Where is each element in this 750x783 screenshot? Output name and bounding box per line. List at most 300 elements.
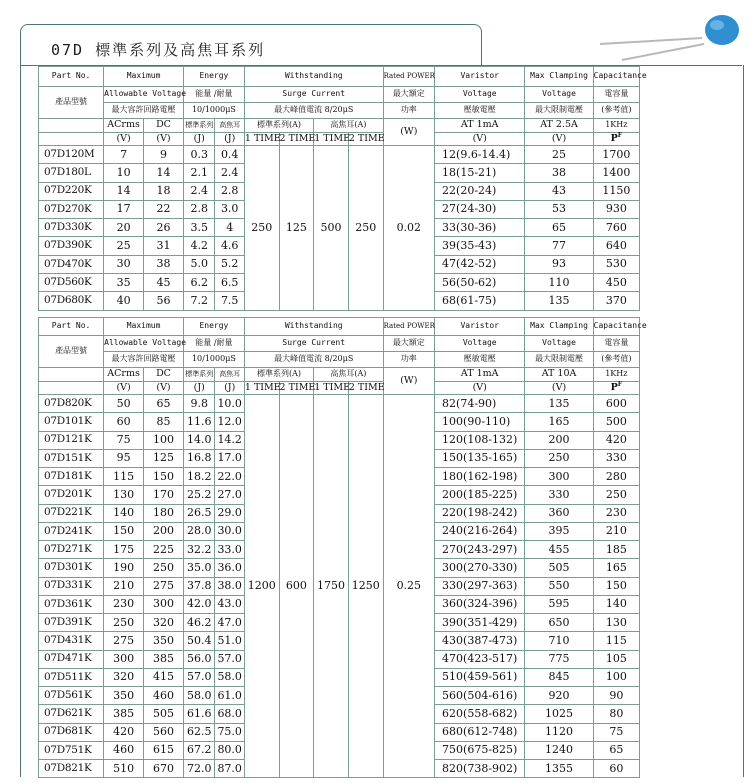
varistor-voltage-cell: 360(324-396) [435, 595, 525, 613]
part-number-cell: 07D681K [39, 723, 104, 741]
part-number-cell: 07D751K [39, 741, 104, 759]
energy-std-cell: 42.0 [183, 595, 215, 613]
unit-j: (J) [183, 133, 215, 146]
varistor-voltage-cell: 56(50-62) [435, 274, 525, 292]
blank-cell [39, 368, 104, 382]
part-no-header: Part No. [39, 67, 104, 87]
surge-std-2time-cell: 125 [279, 146, 314, 311]
energy-high-joule-cell: 57.0 [215, 650, 244, 668]
dc-cell: 560 [144, 723, 184, 741]
energy-std-cell: 6.2 [183, 274, 215, 292]
capacitance-cell: 210 [593, 522, 639, 540]
one-time-header: 1 TIME [314, 132, 351, 144]
clamping-voltage-cell: 775 [525, 650, 593, 668]
energy-cn-header: 能量 /耐量 [183, 336, 244, 352]
acrms-cell: 175 [104, 541, 144, 559]
dc-cell: 415 [144, 668, 184, 686]
acrms-cell: 7 [104, 146, 144, 164]
clamping-voltage-cell: 25 [525, 146, 593, 164]
part-no-cn-header: 產品型號 [39, 87, 104, 119]
capacitance-cell: 530 [593, 255, 639, 273]
varistor-voltage-cell: 18(15-21) [435, 164, 525, 182]
clamping-voltage-cell: 1025 [525, 705, 593, 723]
acrms-cell: 300 [104, 650, 144, 668]
surge-current-cn-header: 最大峰值電流 8/20μS [244, 103, 383, 119]
rated-power-cn2-header: 功率 [383, 352, 434, 368]
part-number-cell: 07D151K [39, 449, 104, 467]
capacitance-cell: 330 [593, 449, 639, 467]
capacitance-cell: 185 [593, 541, 639, 559]
varistor-voltage-cell: 100(90-110) [435, 413, 525, 431]
part-number-cell: 07D101K [39, 413, 104, 431]
unit-v: (V) [104, 382, 144, 395]
rated-power-cn2-header: 功率 [383, 103, 434, 119]
part-number-cell: 07D820K [39, 395, 104, 413]
capacitance-cell: 165 [593, 559, 639, 577]
capacitance-cell: 640 [593, 237, 639, 255]
energy-high-joule-cell: 2.4 [215, 164, 244, 182]
energy-high-joule-cell: 80.0 [215, 741, 244, 759]
surge-hj-2time-cell: 1250 [348, 395, 383, 778]
capacitance-cell: 280 [593, 468, 639, 486]
varistor-voltage-cell: 22(20-24) [435, 182, 525, 200]
dc-cell: 38 [144, 255, 184, 273]
table-body [39, 146, 640, 311]
withstanding-header: Withstanding [244, 67, 383, 87]
unit-w: (W) [383, 368, 434, 395]
high-joule-header: 高焦耳 [215, 119, 244, 133]
table-row [39, 395, 640, 413]
varistor-voltage-cell: 47(42-52) [435, 255, 525, 273]
clamping-voltage-cell: 845 [525, 668, 593, 686]
clamping-voltage-cell: 135 [525, 292, 593, 310]
energy-high-joule-cell: 4 [215, 219, 244, 237]
high-joule-header: 高焦耳 [215, 368, 244, 382]
part-number-cell: 07D391K [39, 614, 104, 632]
rated-power-header: Rated POWER [383, 67, 434, 87]
two-time-header: 2 TIME [348, 132, 385, 144]
clamping-voltage-cell: 360 [525, 504, 593, 522]
energy-high-joule-cell: 4.6 [215, 237, 244, 255]
capacitance-cn2-header: (參考值) [593, 352, 639, 368]
clamping-voltage-cell: 65 [525, 219, 593, 237]
varistor-voltage-cell: 33(30-36) [435, 219, 525, 237]
energy-high-joule-cell: 36.0 [215, 559, 244, 577]
dc-cell: 300 [144, 595, 184, 613]
unit-v: (V) [435, 382, 525, 395]
capacitance-cell: 760 [593, 219, 639, 237]
capacitance-cell: 75 [593, 723, 639, 741]
capacitance-cell: 500 [593, 413, 639, 431]
page-header [20, 8, 742, 60]
energy-high-joule-cell: 33.0 [215, 541, 244, 559]
energy-std-cell: 2.1 [183, 164, 215, 182]
varistor-voltage-cell: 12(9.6-14.4) [435, 146, 525, 164]
unit-v: (V) [144, 133, 184, 146]
part-no-header: Part No. [39, 318, 104, 336]
dc-cell: 100 [144, 431, 184, 449]
surge-hj-1time-cell: 1750 [314, 395, 349, 778]
capacitance-cell: 1400 [593, 164, 639, 182]
energy-std-cell: 5.0 [183, 255, 215, 273]
energy-high-joule-cell: 30.0 [215, 522, 244, 540]
capacitance-cell: 250 [593, 486, 639, 504]
max-clamping-header: Max Clamping [525, 318, 593, 336]
energy-high-joule-cell: 51.0 [215, 632, 244, 650]
energy-high-joule-cell: 14.2 [215, 431, 244, 449]
surge-current-cn-header: 最大峰值電流 8/20μS [244, 352, 383, 368]
varistor-voltage-cell: 560(504-616) [435, 687, 525, 705]
clamping-voltage-cell: 165 [525, 413, 593, 431]
clamp-current-header: AT 10A [525, 368, 593, 382]
varistor-voltage-cell: 68(61-75) [435, 292, 525, 310]
acrms-header: ACrms [104, 368, 144, 382]
acrms-cell: 350 [104, 687, 144, 705]
clamping-voltage-cell: 200 [525, 431, 593, 449]
clamping-voltage-cell: 135 [525, 395, 593, 413]
acrms-cell: 460 [104, 741, 144, 759]
dc-cell: 275 [144, 577, 184, 595]
rated-power-cell: 0.25 [383, 395, 434, 778]
energy-std-cell: 25.2 [183, 486, 215, 504]
clamping-voltage-header: Voltage [525, 336, 593, 352]
capacitance-cell: 370 [593, 292, 639, 310]
dc-cell: 18 [144, 182, 184, 200]
dc-cell: 170 [144, 486, 184, 504]
clamping-cn-header: 最大限制電壓 [525, 103, 593, 119]
title-bar [20, 24, 482, 67]
acrms-cell: 17 [104, 200, 144, 218]
allowable-voltage-cn-header: 最大容許回路電壓 [104, 103, 184, 119]
clamp-current-header: AT 2.5A [525, 119, 593, 133]
capacitance-header: Capacitance [593, 318, 639, 336]
energy-high-joule-cell: 29.0 [215, 504, 244, 522]
at-1ma-header: AT 1mA [435, 368, 525, 382]
acrms-cell: 250 [104, 614, 144, 632]
varistor-voltage-cell: 150(135-165) [435, 449, 525, 467]
clamping-voltage-header: Voltage [525, 87, 593, 103]
acrms-cell: 25 [104, 237, 144, 255]
part-number-cell: 07D270K [39, 200, 104, 218]
part-number-cell: 07D271K [39, 541, 104, 559]
khz-header: 1KHz [593, 368, 639, 382]
allowable-voltage-header: Allowable Voltage [104, 87, 184, 103]
energy-std-cell: 0.3 [183, 146, 215, 164]
energy-std-cell: 46.2 [183, 614, 215, 632]
unit-j: (J) [215, 133, 244, 146]
part-number-cell: 07D201K [39, 486, 104, 504]
dc-cell: 615 [144, 741, 184, 759]
clamping-voltage-cell: 455 [525, 541, 593, 559]
energy-std-cell: 50.4 [183, 632, 215, 650]
acrms-cell: 385 [104, 705, 144, 723]
capacitance-cell: 60 [593, 760, 639, 778]
std-series-header: 標準系列 [183, 119, 215, 133]
clamping-voltage-cell: 505 [525, 559, 593, 577]
dc-cell: 505 [144, 705, 184, 723]
unit-v: (V) [104, 133, 144, 146]
clamping-voltage-cell: 43 [525, 182, 593, 200]
clamping-voltage-cell: 110 [525, 274, 593, 292]
unit-j: (J) [215, 382, 244, 395]
acrms-cell: 30 [104, 255, 144, 273]
energy-high-joule-cell: 3.0 [215, 200, 244, 218]
energy-std-cell: 2.8 [183, 200, 215, 218]
max-clamping-header: Max Clamping [525, 67, 593, 87]
capacitor-component-icon [592, 8, 742, 64]
rated-power-cell: 0.02 [383, 146, 434, 311]
dc-cell: 45 [144, 274, 184, 292]
unit-v: (V) [525, 133, 593, 146]
acrms-cell: 60 [104, 413, 144, 431]
dc-header: DC [144, 368, 184, 382]
acrms-cell: 10 [104, 164, 144, 182]
part-number-cell: 07D621K [39, 705, 104, 723]
part-number-cell: 07D180L [39, 164, 104, 182]
dc-cell: 22 [144, 200, 184, 218]
high-joule-a-header: 高焦耳(A) [314, 368, 383, 382]
energy-high-joule-cell: 75.0 [215, 723, 244, 741]
energy-header: Energy [183, 318, 244, 336]
unit-w: (W) [383, 119, 434, 146]
varistor-voltage-cell: 200(185-225) [435, 486, 525, 504]
surge-current-header: Surge Current [244, 87, 383, 103]
clamping-voltage-cell: 550 [525, 577, 593, 595]
at-1ma-header: AT 1mA [435, 119, 525, 133]
part-number-cell: 07D181K [39, 468, 104, 486]
surge-std-1time-cell: 250 [244, 146, 279, 311]
dc-cell: 125 [144, 449, 184, 467]
dc-header: DC [144, 119, 184, 133]
capacitance-cn-header: 電容量 [593, 87, 639, 103]
acrms-cell: 40 [104, 292, 144, 310]
dc-cell: 14 [144, 164, 184, 182]
acrms-cell: 140 [104, 504, 144, 522]
dc-cell: 200 [144, 522, 184, 540]
dc-cell: 225 [144, 541, 184, 559]
energy-std-cell: 61.6 [183, 705, 215, 723]
std-series-a-header: 標準系列(A) [244, 119, 313, 133]
energy-high-joule-cell: 12.0 [215, 413, 244, 431]
surge-std-1time-cell: 1200 [244, 395, 279, 778]
energy-high-joule-cell: 47.0 [215, 614, 244, 632]
varistor-cn-header: 壓敏電壓 [435, 352, 525, 368]
unit-j: (J) [183, 382, 215, 395]
varistor-voltage-cell: 470(423-517) [435, 650, 525, 668]
varistor-voltage-cell: 330(297-363) [435, 577, 525, 595]
energy-std-cell: 3.5 [183, 219, 215, 237]
capacitance-cell: 450 [593, 274, 639, 292]
capacitance-cell: 105 [593, 650, 639, 668]
clamping-voltage-cell: 1240 [525, 741, 593, 759]
part-number-cell: 07D511K [39, 668, 104, 686]
maximum-header: Maximum [104, 67, 184, 87]
capacitance-cell: 930 [593, 200, 639, 218]
allowable-voltage-cn-header: 最大容許回路電壓 [104, 352, 184, 368]
capacitance-cell: 65 [593, 741, 639, 759]
part-no-cn-header: 產品型號 [39, 336, 104, 368]
varistor-voltage-cell: 510(459-561) [435, 668, 525, 686]
two-time-header: 2 TIME [279, 132, 316, 144]
energy-std-cell: 16.8 [183, 449, 215, 467]
energy-std-cell: 7.2 [183, 292, 215, 310]
energy-high-joule-cell: 6.5 [215, 274, 244, 292]
varistor-voltage-cell: 430(387-473) [435, 632, 525, 650]
energy-std-cell: 9.8 [183, 395, 215, 413]
capacitance-cell: 130 [593, 614, 639, 632]
energy-std-cell: 56.0 [183, 650, 215, 668]
varistor-voltage-cell: 620(558-682) [435, 705, 525, 723]
energy-high-joule-cell: 5.2 [215, 255, 244, 273]
capacitance-cell: 1700 [593, 146, 639, 164]
part-number-cell: 07D220K [39, 182, 104, 200]
part-number-cell: 07D330K [39, 219, 104, 237]
varistor-voltage-cell: 27(24-30) [435, 200, 525, 218]
acrms-cell: 35 [104, 274, 144, 292]
energy-std-cell: 18.2 [183, 468, 215, 486]
energy-high-joule-cell: 68.0 [215, 705, 244, 723]
unit-pf: $P^F$ [593, 133, 639, 146]
two-time-header: 2 TIME [348, 381, 385, 393]
dc-cell: 150 [144, 468, 184, 486]
clamping-voltage-cell: 1355 [525, 760, 593, 778]
dc-cell: 320 [144, 614, 184, 632]
acrms-cell: 130 [104, 486, 144, 504]
rated-power-cn-header: 最大額定 [383, 336, 434, 352]
energy-high-joule-cell: 7.5 [215, 292, 244, 310]
clamping-voltage-cell: 330 [525, 486, 593, 504]
clamping-voltage-cell: 93 [525, 255, 593, 273]
maximum-header: Maximum [104, 318, 184, 336]
blank-cell [39, 133, 104, 146]
varistor-voltage-cell: 680(612-748) [435, 723, 525, 741]
std-series-header: 標準系列 [183, 368, 215, 382]
acrms-cell: 510 [104, 760, 144, 778]
unit-v: (V) [525, 382, 593, 395]
varistor-voltage-cell: 300(270-330) [435, 559, 525, 577]
part-number-cell: 07D680K [39, 292, 104, 310]
capacitance-cn2-header: (參考值) [593, 103, 639, 119]
varistor-voltage-cell: 270(243-297) [435, 541, 525, 559]
energy-header: Energy [183, 67, 244, 87]
clamping-voltage-cell: 1120 [525, 723, 593, 741]
capacitance-cell: 600 [593, 395, 639, 413]
energy-std-cell: 11.6 [183, 413, 215, 431]
part-number-cell: 07D821K [39, 760, 104, 778]
clamping-voltage-cell: 38 [525, 164, 593, 182]
dc-cell: 26 [144, 219, 184, 237]
surge-hj-2time-cell: 250 [348, 146, 383, 311]
clamping-voltage-cell: 300 [525, 468, 593, 486]
varistor-header: Varistor [435, 318, 525, 336]
varistor-header: Varistor [435, 67, 525, 87]
dc-cell: 670 [144, 760, 184, 778]
acrms-cell: 210 [104, 577, 144, 595]
surge-hj-1time-cell: 500 [314, 146, 349, 311]
energy-std-cell: 37.8 [183, 577, 215, 595]
energy-std-cell: 32.2 [183, 541, 215, 559]
varistor-voltage-cell: 750(675-825) [435, 741, 525, 759]
energy-high-joule-cell: 10.0 [215, 395, 244, 413]
energy-std-cell: 2.4 [183, 182, 215, 200]
std-series-a-header: 標準系列(A) [244, 368, 313, 382]
acrms-cell: 320 [104, 668, 144, 686]
clamping-voltage-cell: 250 [525, 449, 593, 467]
page-title: 07D 標準系列及高焦耳系列 [51, 41, 266, 59]
dc-cell: 180 [144, 504, 184, 522]
varistor-voltage-cell: 120(108-132) [435, 431, 525, 449]
capacitance-cell: 230 [593, 504, 639, 522]
energy-std-cell: 58.0 [183, 687, 215, 705]
acrms-cell: 115 [104, 468, 144, 486]
acrms-cell: 20 [104, 219, 144, 237]
dc-cell: 56 [144, 292, 184, 310]
acrms-cell: 190 [104, 559, 144, 577]
allowable-voltage-header: Allowable Voltage [104, 336, 184, 352]
capacitance-cell: 150 [593, 577, 639, 595]
capacitance-header: Capacitance [593, 67, 639, 87]
capacitance-cell: 1150 [593, 182, 639, 200]
one-time-header: 1 TIME [244, 132, 281, 144]
energy-high-joule-cell: 61.0 [215, 687, 244, 705]
spec-table-high-voltage [38, 317, 647, 778]
acrms-cell: 230 [104, 595, 144, 613]
dc-cell: 460 [144, 687, 184, 705]
energy-std-cell: 28.0 [183, 522, 215, 540]
unit-v: (V) [144, 382, 184, 395]
energy-high-joule-cell: 87.0 [215, 760, 244, 778]
part-number-cell: 07D560K [39, 274, 104, 292]
clamping-voltage-cell: 77 [525, 237, 593, 255]
energy-cn-header: 能量 /耐量 [183, 87, 244, 103]
unit-v: (V) [435, 133, 525, 146]
energy-std-cell: 14.0 [183, 431, 215, 449]
clamping-voltage-cell: 920 [525, 687, 593, 705]
acrms-cell: 275 [104, 632, 144, 650]
clamping-voltage-cell: 395 [525, 522, 593, 540]
energy-std-cell: 4.2 [183, 237, 215, 255]
part-number-cell: 07D241K [39, 522, 104, 540]
withstanding-header: Withstanding [244, 318, 383, 336]
rated-power-header: Rated POWER [383, 318, 434, 336]
clamping-cn-header: 最大限制電壓 [525, 352, 593, 368]
part-number-cell: 07D431K [39, 632, 104, 650]
energy-sub-header: 10/1000μS [183, 103, 244, 119]
energy-std-cell: 67.2 [183, 741, 215, 759]
energy-high-joule-cell: 17.0 [215, 449, 244, 467]
varistor-voltage-header: Voltage [435, 336, 525, 352]
part-number-cell: 07D561K [39, 687, 104, 705]
energy-std-cell: 72.0 [183, 760, 215, 778]
part-number-cell: 07D301K [39, 559, 104, 577]
energy-high-joule-cell: 2.8 [215, 182, 244, 200]
energy-high-joule-cell: 22.0 [215, 468, 244, 486]
acrms-cell: 150 [104, 522, 144, 540]
table-row [39, 146, 640, 164]
part-number-cell: 07D470K [39, 255, 104, 273]
unit-pf: $P^F$ [593, 382, 639, 395]
surge-std-2time-cell: 600 [279, 395, 314, 778]
energy-std-cell: 26.5 [183, 504, 215, 522]
dc-cell: 9 [144, 146, 184, 164]
clamping-voltage-cell: 595 [525, 595, 593, 613]
varistor-voltage-cell: 220(198-242) [435, 504, 525, 522]
part-number-cell: 07D390K [39, 237, 104, 255]
acrms-cell: 95 [104, 449, 144, 467]
one-time-header: 1 TIME [314, 381, 351, 393]
energy-std-cell: 57.0 [183, 668, 215, 686]
varistor-voltage-cell: 820(738-902) [435, 760, 525, 778]
